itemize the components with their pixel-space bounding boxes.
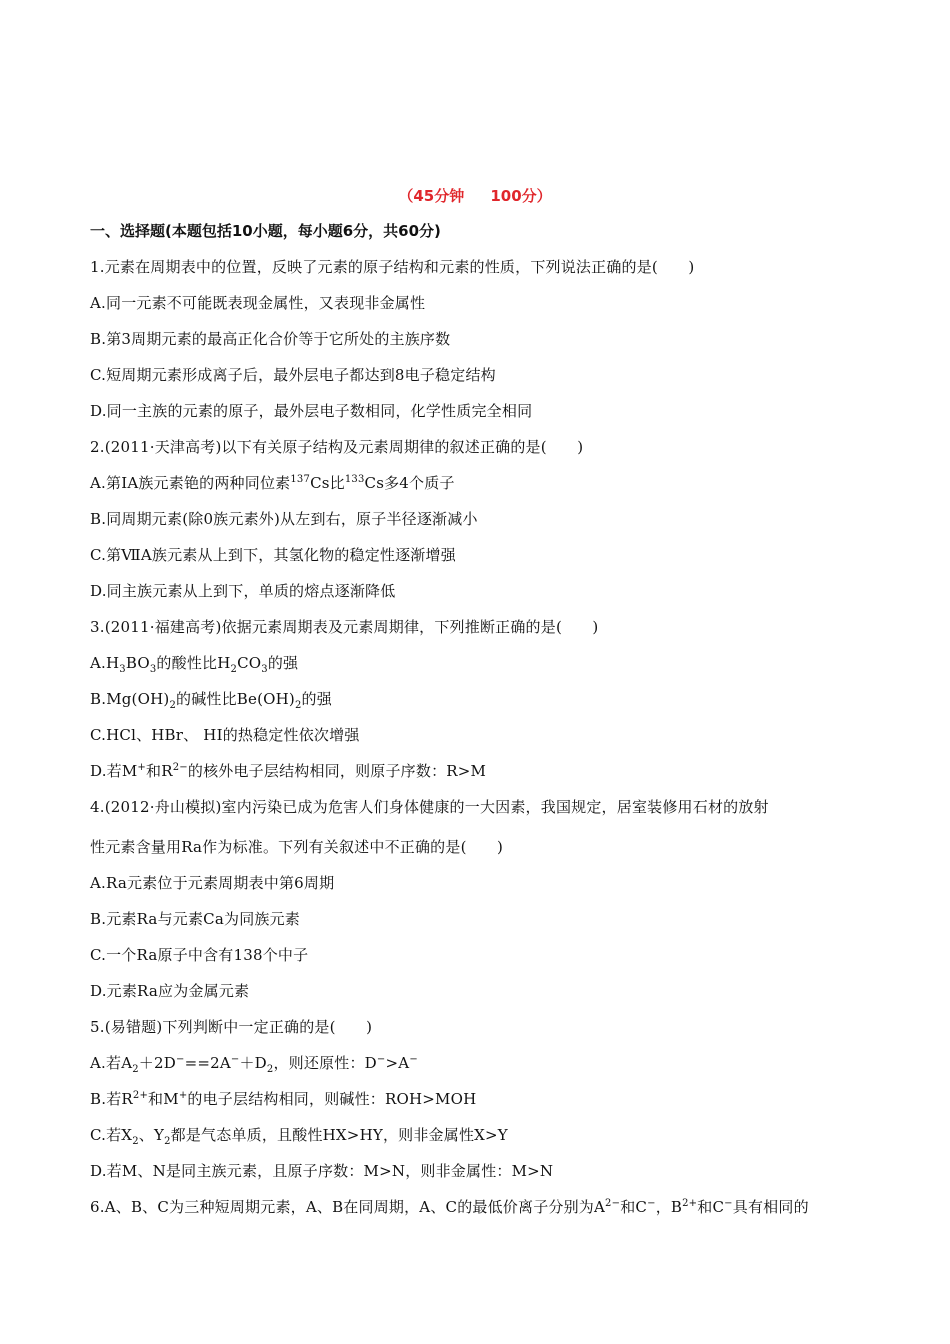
question-3-option-c: C.HCl、HBr、 HI的热稳定性依次增强 [90, 726, 360, 744]
question-3-stem: 3.(2011·福建高考)依据元素周期表及元素周期律，下列推断正确的是( ) [90, 618, 599, 636]
question-5-option-b: B.若$R^{2+}$和M+的电子层结构相同，则碱性：ROH>MOH [90, 1090, 477, 1108]
section-title: 一、选择题(本题包括10小题，每小题6分，共60分) [90, 222, 441, 240]
question-6-stem: 6.A、B、C为三种短周期元素，A、B在同周期，A、C的最低价离子分别为$A^{2-}$和C−，$B^{2+}$和C−具有相同的 [90, 1198, 809, 1216]
question-3-option-d: D.若M+和$R^{2-}$的核外电子层结构相同，则原子序数：R>M [90, 762, 487, 780]
question-5-option-d: D.若M、N是同主族元素，且原子序数：M>N，则非金属性：M>N [90, 1162, 554, 1180]
question-3-option-a: $A.H_3BO_3$的酸性比$H_2CO_3$的强 [90, 654, 299, 675]
question-5-option-c: C.若$X_2$、$Y_2$都是气态单质，且酸性HX>HY，则非金属性X>Y [90, 1126, 508, 1147]
question-2-option-a: A.第ⅠA族元素铯的两种同位素$^{137}$Cs比$^{133}$Cs多4个质子 [90, 474, 455, 492]
question-1-option-a: A.同一元素不可能既表现金属性，又表现非金属性 [90, 294, 426, 312]
question-5-option-a: A.若$A_2+2D^-==2A^-+D_2$，则还原性：D−>A− [90, 1054, 418, 1075]
question-3-option-b: $B.Mg(OH)_2$的碱性比$Be(OH)_2$的强 [90, 690, 332, 711]
question-1-option-d: D.同一主族的元素的原子，最外层电子数相同，化学性质完全相同 [90, 402, 533, 420]
question-4-option-c: C.一个Ra原子中含有138个中子 [90, 946, 309, 964]
question-4-option-d: D.元素Ra应为金属元素 [90, 982, 250, 1000]
question-4-stem-line2: 性元素含量用Ra作为标准。下列有关叙述中不正确的是( ) [90, 838, 504, 856]
question-4-stem-line1: 4.(2012·舟山模拟)室内污染已成为危害人们身体健康的一大因素，我国规定，居室装修用石材的放射 [90, 798, 769, 816]
question-1-stem: 1.元素在周期表中的位置，反映了元素的原子结构和元素的性质，下列说法正确的是( ) [90, 258, 695, 276]
question-2-stem: 2.(2011·天津高考)以下有关原子结构及元素周期律的叙述正确的是( ) [90, 438, 584, 456]
question-2-option-c: C.第ⅦA族元素从上到下，其氢化物的稳定性逐渐增强 [90, 546, 456, 564]
question-2-option-d: D.同主族元素从上到下，单质的熔点逐渐降低 [90, 582, 396, 600]
question-5-stem: 5.(易错题)下列判断中一定正确的是( ) [90, 1018, 373, 1036]
question-1-option-b: B.第3周期元素的最高正化合价等于它所处的主族序数 [90, 330, 451, 348]
question-2-option-b: B.同周期元素(除0族元素外)从左到右，原子半径逐渐减小 [90, 510, 478, 528]
exam-time-score: （45分钟 100分） [398, 187, 552, 205]
question-1-option-c: C.短周期元素形成离子后，最外层电子都达到8电子稳定结构 [90, 366, 496, 384]
question-4-option-a: A.Ra元素位于元素周期表中第6周期 [90, 874, 335, 892]
question-4-option-b: B.元素Ra与元素Ca为同族元素 [90, 910, 300, 928]
